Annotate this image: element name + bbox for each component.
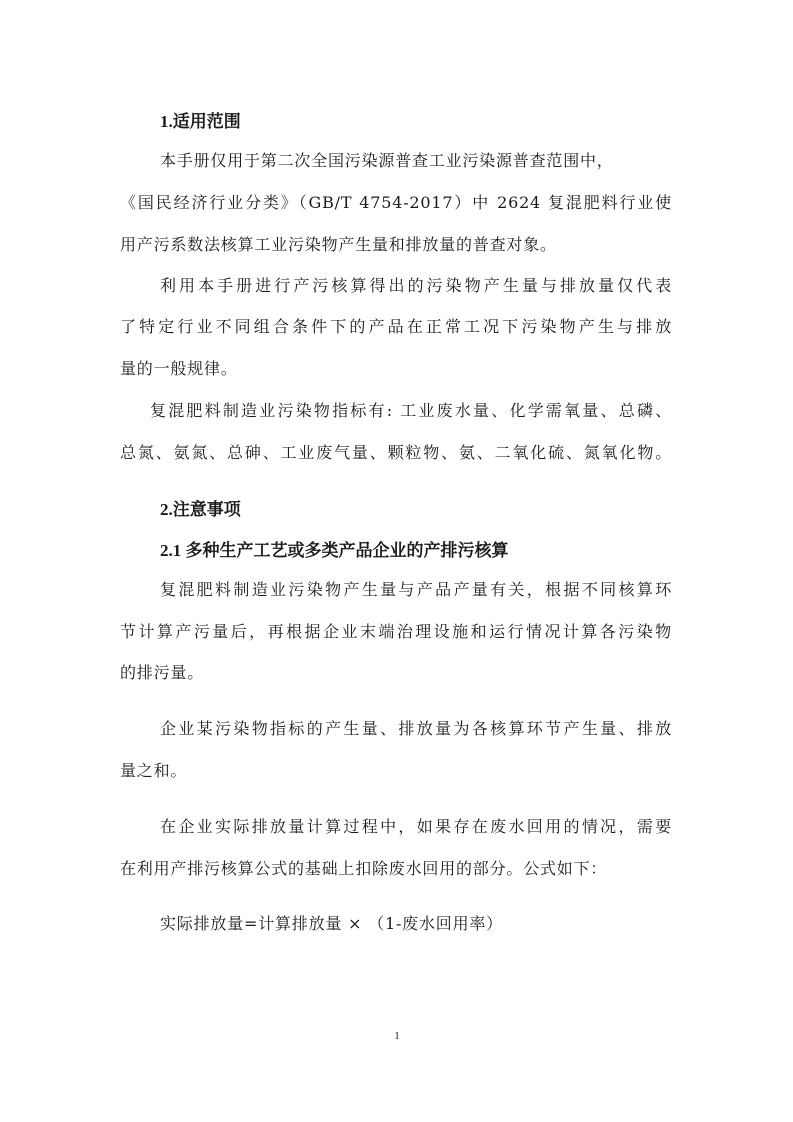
section-heading-notes: 2.注意事项 [160, 500, 241, 519]
paragraph-line: 量之和。 [120, 761, 188, 780]
paragraph-line: 复混肥料制造业污染物产生量与产品产量有关，根据不同核算环 [160, 580, 672, 599]
formula-line: 实际排放量=计算排放量 × （1-废水回用率） [160, 914, 503, 933]
paragraph-line: 在利用产排污核算公式的基础上扣除废水回用的部分。公式如下： [120, 859, 608, 878]
paragraph-line: 的排污量。 [120, 663, 205, 682]
paragraph-line: 《国民经济行业分类》（GB/T 4754-2017）中 2624 复混肥料行业使 [120, 193, 672, 212]
paragraph-line: 了特定行业不同组合条件下的产品在正常工况下污染物产生与排放 [120, 317, 672, 336]
paragraph-line: 本手册仅用于第二次全国污染源普查工业污染源普查范围中， [160, 151, 614, 170]
paragraph-line: 在企业实际排放量计算过程中，如果存在废水回用的情况，需要 [160, 817, 672, 836]
paragraph-line: 节计算产污量后，再根据企业末端治理设施和运行情况计算各污染物 [120, 622, 672, 641]
section-heading-scope: 1.适用范围 [160, 112, 241, 131]
page-number: 1 [394, 1030, 400, 1042]
paragraph-line: 用产污系数法核算工业污染物产生量和排放量的普查对象。 [120, 235, 557, 254]
paragraph-line: 利用本手册进行产污核算得出的污染物产生量与排放量仅代表 [160, 276, 672, 295]
paragraph-line: 量的一般规律。 [120, 359, 238, 378]
paragraph-line: 企业某污染物指标的产生量、排放量为各核算环节产生量、排放 [160, 719, 672, 738]
paragraph-line: 总氮、氨氮、总砷、工业废气量、颗粒物、氨、二氧化硫、氮氧化物。 [120, 443, 672, 462]
paragraph-line: 复混肥料制造业污染物指标有: 工业废水量、化学需氧量、总磷、 [150, 401, 672, 420]
subsection-heading: 2.1 多种生产工艺或多类产品企业的产排污核算 [160, 541, 509, 560]
